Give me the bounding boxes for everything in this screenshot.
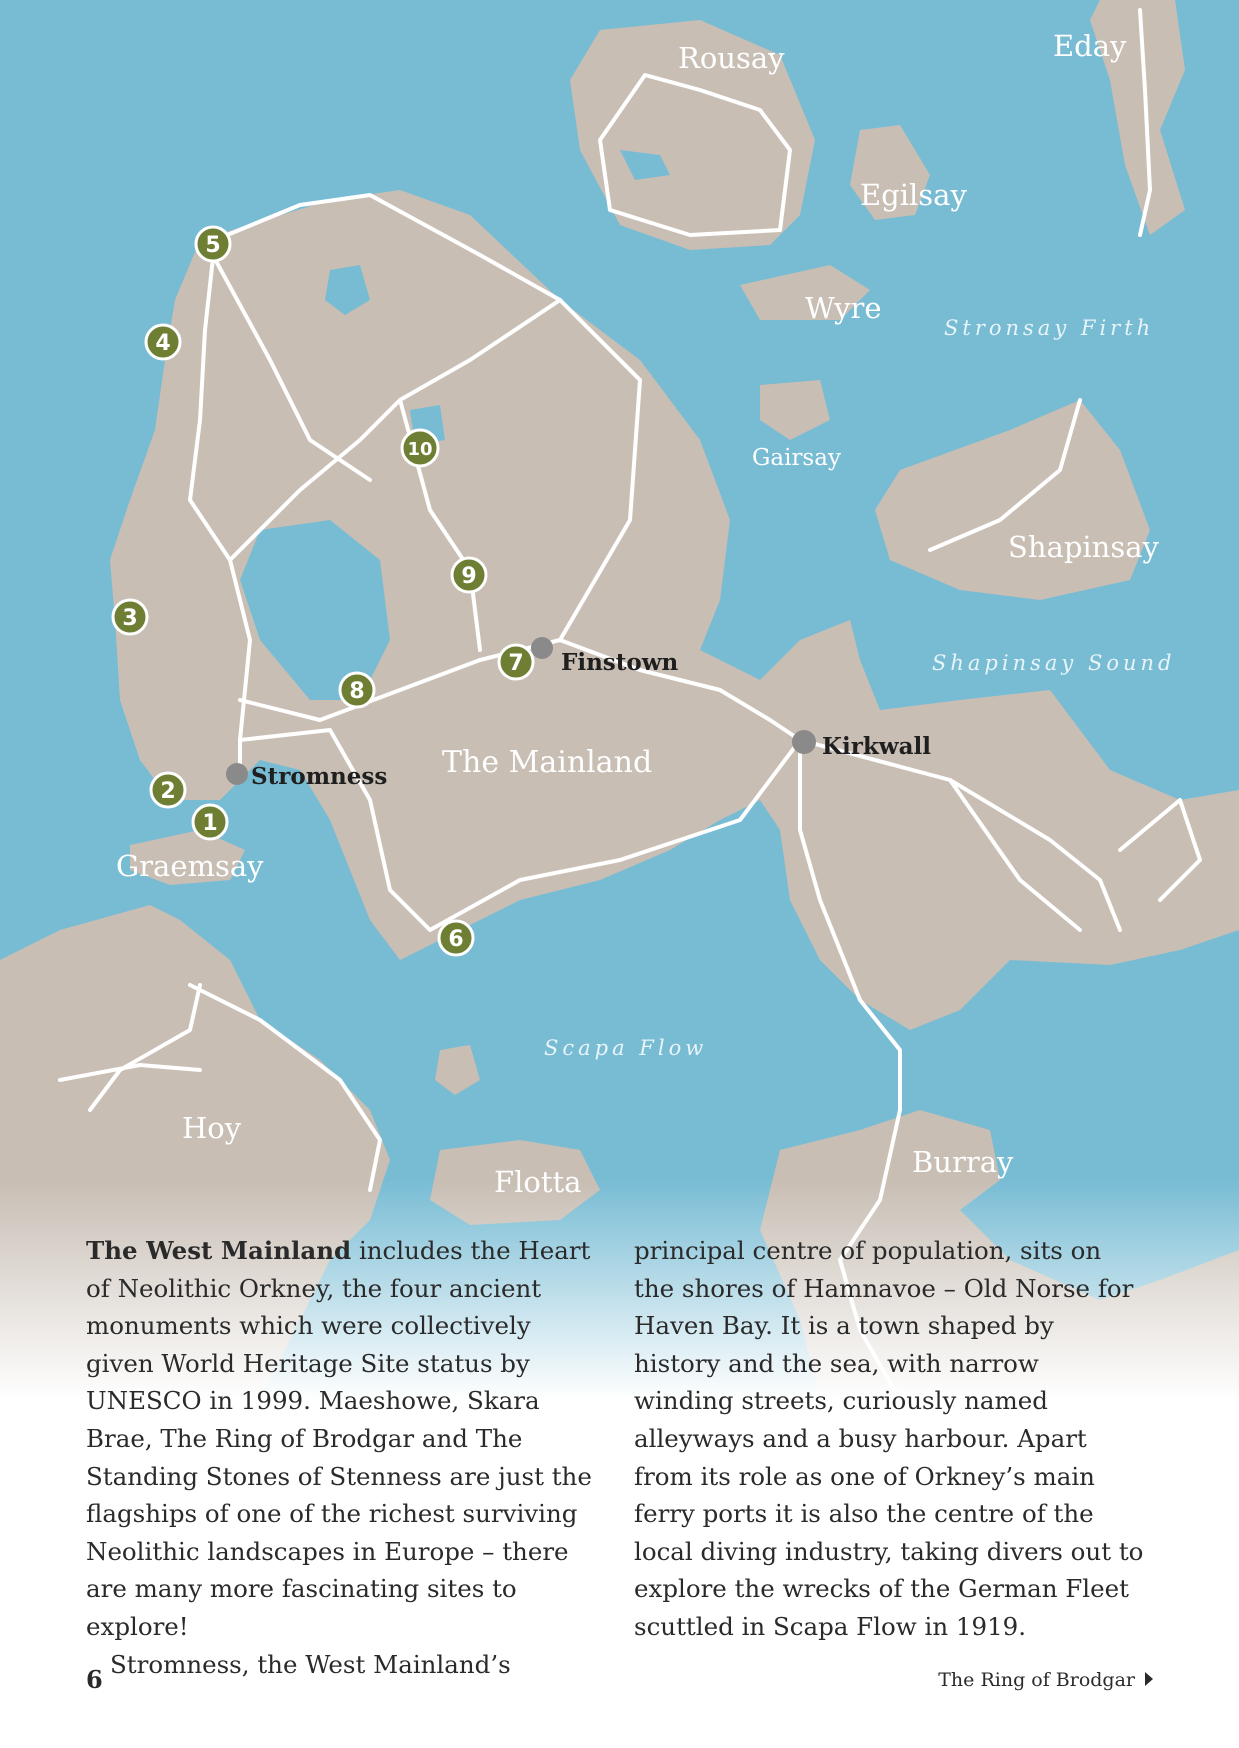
svg-text:2: 2 [160, 779, 176, 804]
svg-text:8: 8 [349, 679, 365, 704]
column-left [86, 1232, 598, 1683]
label-shapinsay: Shapinsay [1008, 530, 1159, 564]
svg-text:6: 6 [448, 927, 464, 952]
page-number: 6 [86, 1665, 103, 1694]
site-marker-6[interactable] [439, 921, 473, 955]
next-arrow-icon [1145, 1672, 1153, 1686]
label-egilsay: Egilsay [860, 178, 967, 212]
label-graemsay: Graemsay [116, 849, 264, 883]
site-marker-9[interactable] [452, 558, 486, 592]
site-marker-3[interactable] [113, 600, 147, 634]
paragraph-1-text: includes the Heart of Neolithic Orkney, the four ancient monuments which were collectively given World Heritage Site status by UNESCO in 1999. Maeshowe, Skara Brae, The Ring of Brodgar and The Standing Stones of Stenness are just the flagships of one of the richest surviving Neolithic landscapes in Europe – there are many more fascinating sites to explore! [86, 1236, 592, 1641]
label-shapinsay-sound: Shapinsay Sound [932, 651, 1176, 675]
svg-text:5: 5 [205, 233, 221, 258]
label-burray: Burray [912, 1145, 1014, 1179]
svg-text:1: 1 [202, 811, 218, 836]
label-rousay: Rousay [678, 41, 785, 75]
body-text [86, 1232, 1146, 1683]
label-kirkwall: Kirkwall [822, 733, 931, 760]
running-title: The Ring of Brodgar [938, 1669, 1135, 1691]
label-scapa-flow: Scapa Flow [544, 1036, 708, 1060]
page-footer [86, 1665, 1153, 1697]
label-stromness: Stromness [251, 763, 388, 790]
label-hoy: Hoy [182, 1111, 242, 1145]
paragraph-west-mainland [86, 1232, 598, 1646]
paragraph-stromness-cont: principal centre of population, sits on the shores of Hamnavoe – Old Norse for Haven Bay. It is a town shaped by history and the sea, with narrow winding streets, curiously named alleyways and a busy harbour. Apart from its role as one of Orkney’s main ferry ports it is also the centre of the local diving industry, taking divers out to explore the wrecks of the German Fleet scuttled in Scapa Flow in 1919. [634, 1236, 1144, 1641]
svg-text:9: 9 [461, 564, 477, 589]
site-marker-8[interactable] [340, 673, 374, 707]
paragraph-stromness-start: Stromness, the West Mainland’s [110, 1649, 511, 1679]
column-right [634, 1232, 1146, 1683]
svg-text:4: 4 [155, 331, 171, 356]
site-marker-5[interactable] [196, 227, 230, 261]
lead-text: The West Mainland [86, 1236, 352, 1265]
label-mainland: The Mainland [442, 745, 653, 780]
label-finstown: Finstown [561, 649, 679, 676]
label-stronsay-firth: Stronsay Firth [944, 316, 1155, 340]
label-gairsay: Gairsay [752, 445, 841, 471]
label-eday: Eday [1053, 29, 1127, 63]
site-marker-1[interactable] [193, 805, 227, 839]
finstown-dot [531, 637, 553, 659]
svg-text:3: 3 [122, 606, 138, 631]
svg-text:10: 10 [407, 439, 433, 460]
site-marker-2[interactable] [151, 773, 185, 807]
label-flotta: Flotta [494, 1165, 582, 1199]
site-marker-10[interactable] [402, 430, 438, 466]
site-marker-4[interactable] [146, 325, 180, 359]
svg-text:7: 7 [508, 651, 524, 676]
stromness-dot [226, 763, 248, 785]
kirkwall-dot [792, 730, 816, 754]
label-wyre: Wyre [805, 291, 882, 325]
site-marker-7[interactable] [499, 645, 533, 679]
